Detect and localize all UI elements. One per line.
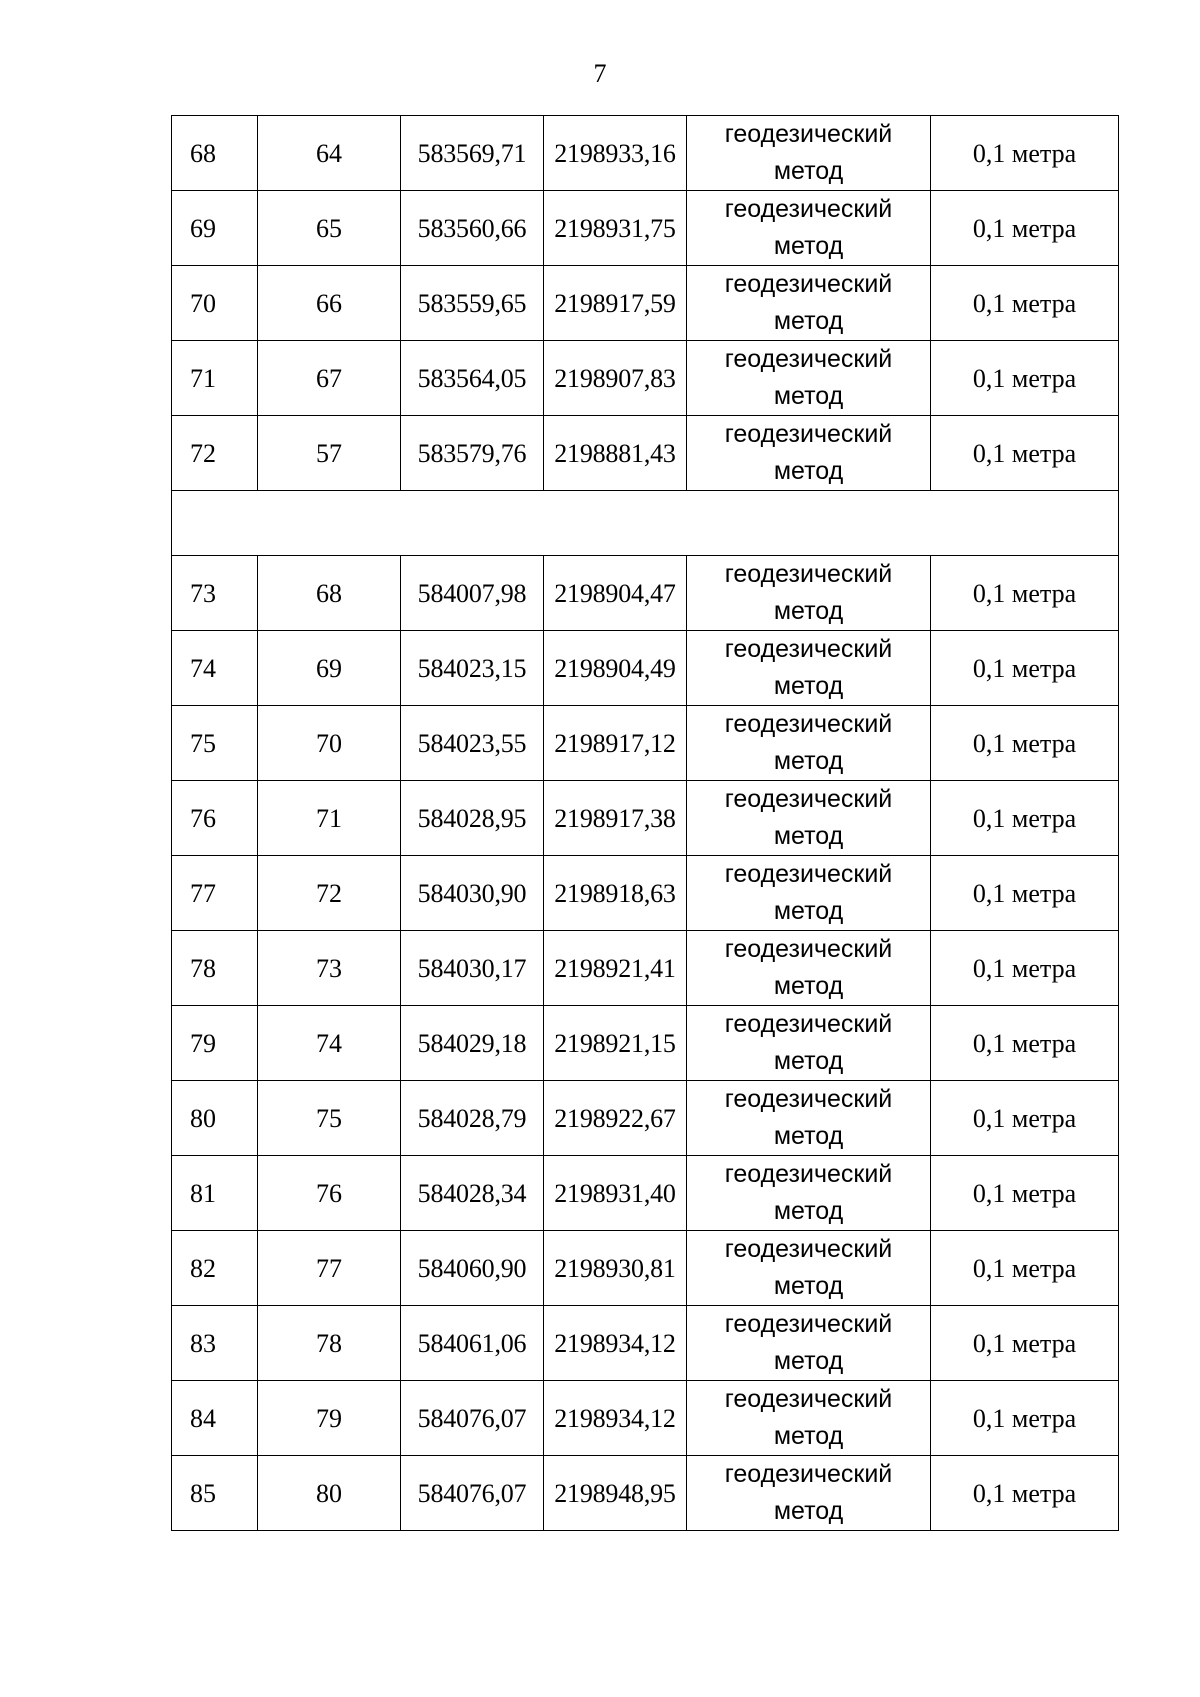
row-number-cell: 81 [172,1156,258,1231]
row-number-cell: 74 [172,631,258,706]
method-cell [687,781,931,856]
row-number-cell: 73 [172,556,258,631]
y-coordinate-cell: 2198922,67 [544,1081,687,1156]
method-line-2: метод [773,1272,844,1300]
method-cell [687,1081,931,1156]
method-cell [687,266,931,341]
table-row [172,1306,1119,1381]
method-cell [687,1306,931,1381]
method-line-2: метод [773,972,844,1000]
x-coordinate-cell: 583579,76 [401,416,544,491]
table-row [172,931,1119,1006]
x-coordinate-cell: 583559,65 [401,266,544,341]
y-coordinate-cell: 2198921,15 [544,1006,687,1081]
method-line-2: метод [773,457,844,485]
y-coordinate-cell: 2198934,12 [544,1306,687,1381]
point-number-cell: 69 [258,631,401,706]
row-number-cell: 79 [172,1006,258,1081]
method-line-1: геодезический [724,1010,893,1038]
method-cell [687,1456,931,1531]
method-cell [687,191,931,266]
x-coordinate-cell: 584030,90 [401,856,544,931]
row-number-cell: 71 [172,341,258,416]
method-cell [687,706,931,781]
method-cell [687,1381,931,1456]
x-coordinate-cell: 583569,71 [401,116,544,191]
x-coordinate-cell: 584061,06 [401,1306,544,1381]
method-line-2: метод [773,897,844,925]
method-cell [687,341,931,416]
y-coordinate-cell: 2198930,81 [544,1231,687,1306]
method-line-2: метод [773,672,844,700]
x-coordinate-cell: 584076,07 [401,1381,544,1456]
y-coordinate-cell: 2198933,16 [544,116,687,191]
table-row [172,1381,1119,1456]
y-coordinate-cell: 2198934,12 [544,1381,687,1456]
method-line-1: геодезический [724,1085,893,1113]
method-line-2: метод [773,747,844,775]
accuracy-cell: 0,1 метра [931,631,1119,706]
table-row [172,856,1119,931]
point-number-cell: 70 [258,706,401,781]
table-row [172,631,1119,706]
row-number-cell: 80 [172,1081,258,1156]
point-number-cell: 67 [258,341,401,416]
method-line-1: геодезический [724,120,893,148]
method-line-1: геодезический [724,935,893,963]
method-line-2: метод [773,1422,844,1450]
accuracy-cell: 0,1 метра [931,1006,1119,1081]
table-row [172,191,1119,266]
row-number-cell: 76 [172,781,258,856]
method-line-1: геодезический [724,1235,893,1263]
method-line-2: метод [773,1347,844,1375]
table-row [172,556,1119,631]
point-number-cell: 73 [258,931,401,1006]
point-number-cell: 76 [258,1156,401,1231]
method-line-1: геодезический [724,195,893,223]
row-number-cell: 72 [172,416,258,491]
x-coordinate-cell: 584023,55 [401,706,544,781]
point-number-cell: 79 [258,1381,401,1456]
accuracy-cell: 0,1 метра [931,1156,1119,1231]
method-cell [687,556,931,631]
page-number: 7 [593,59,607,88]
point-number-cell: 75 [258,1081,401,1156]
y-coordinate-cell: 2198918,63 [544,856,687,931]
x-coordinate-cell: 584060,90 [401,1231,544,1306]
method-cell [687,631,931,706]
point-number-cell: 66 [258,266,401,341]
table-row [172,416,1119,491]
accuracy-cell: 0,1 метра [931,1381,1119,1456]
x-coordinate-cell: 584028,34 [401,1156,544,1231]
accuracy-cell: 0,1 метра [931,266,1119,341]
y-coordinate-cell: 2198917,59 [544,266,687,341]
x-coordinate-cell: 584076,07 [401,1456,544,1531]
point-number-cell: 72 [258,856,401,931]
accuracy-cell: 0,1 метра [931,931,1119,1006]
row-number-cell: 75 [172,706,258,781]
row-number-cell: 70 [172,266,258,341]
accuracy-cell: 0,1 метра [931,1456,1119,1531]
method-line-1: геодезический [724,1310,893,1338]
method-cell [687,1006,931,1081]
table-row [172,266,1119,341]
row-number-cell: 82 [172,1231,258,1306]
method-line-1: геодезический [724,1385,893,1413]
accuracy-cell: 0,1 метра [931,416,1119,491]
method-line-1: геодезический [724,635,893,663]
accuracy-cell: 0,1 метра [931,1231,1119,1306]
table-row [172,1156,1119,1231]
accuracy-cell: 0,1 метра [931,1081,1119,1156]
x-coordinate-cell: 583564,05 [401,341,544,416]
accuracy-cell: 0,1 метра [931,1306,1119,1381]
accuracy-cell: 0,1 метра [931,341,1119,416]
row-number-cell: 83 [172,1306,258,1381]
point-number-cell: 80 [258,1456,401,1531]
row-number-cell: 85 [172,1456,258,1531]
row-number-cell: 78 [172,931,258,1006]
method-cell [687,1231,931,1306]
table-row [172,341,1119,416]
method-line-1: геодезический [724,710,893,738]
x-coordinate-cell: 583560,66 [401,191,544,266]
method-line-2: метод [773,382,844,410]
coordinates-table [171,115,1119,1531]
method-line-2: метод [773,157,844,185]
y-coordinate-cell: 2198881,43 [544,416,687,491]
point-number-cell: 77 [258,1231,401,1306]
method-line-2: метод [773,1497,844,1525]
y-coordinate-cell: 2198931,40 [544,1156,687,1231]
empty-separator-cell [172,491,1119,556]
method-cell [687,116,931,191]
y-coordinate-cell: 2198904,49 [544,631,687,706]
accuracy-cell: 0,1 метра [931,856,1119,931]
method-line-1: геодезический [724,345,893,373]
accuracy-cell: 0,1 метра [931,556,1119,631]
accuracy-cell: 0,1 метра [931,116,1119,191]
y-coordinate-cell: 2198948,95 [544,1456,687,1531]
x-coordinate-cell: 584023,15 [401,631,544,706]
table-row [172,116,1119,191]
method-line-2: метод [773,1197,844,1225]
row-number-cell: 77 [172,856,258,931]
table-row [172,1231,1119,1306]
row-number-cell: 84 [172,1381,258,1456]
table-row [172,1006,1119,1081]
x-coordinate-cell: 584028,79 [401,1081,544,1156]
point-number-cell: 78 [258,1306,401,1381]
method-line-1: геодезический [724,1460,893,1488]
table-row [172,1081,1119,1156]
table-row [172,781,1119,856]
row-number-cell: 68 [172,116,258,191]
accuracy-cell: 0,1 метра [931,191,1119,266]
x-coordinate-cell: 584029,18 [401,1006,544,1081]
method-cell [687,1156,931,1231]
method-line-2: метод [773,822,844,850]
y-coordinate-cell: 2198907,83 [544,341,687,416]
method-line-1: геодезический [724,860,893,888]
point-number-cell: 65 [258,191,401,266]
table-row [172,1456,1119,1531]
x-coordinate-cell: 584028,95 [401,781,544,856]
y-coordinate-cell: 2198917,38 [544,781,687,856]
method-line-2: метод [773,307,844,335]
method-line-1: геодезический [724,785,893,813]
accuracy-cell: 0,1 метра [931,706,1119,781]
table-row [172,706,1119,781]
row-number-cell: 69 [172,191,258,266]
method-cell [687,416,931,491]
accuracy-cell: 0,1 метра [931,781,1119,856]
point-number-cell: 74 [258,1006,401,1081]
method-line-2: метод [773,1047,844,1075]
method-line-1: геодезический [724,1160,893,1188]
y-coordinate-cell: 2198904,47 [544,556,687,631]
point-number-cell: 68 [258,556,401,631]
y-coordinate-cell: 2198921,41 [544,931,687,1006]
method-line-1: геодезический [724,420,893,448]
x-coordinate-cell: 584007,98 [401,556,544,631]
point-number-cell: 57 [258,416,401,491]
method-line-2: метод [773,597,844,625]
point-number-cell: 71 [258,781,401,856]
method-cell [687,931,931,1006]
point-number-cell: 64 [258,116,401,191]
y-coordinate-cell: 2198917,12 [544,706,687,781]
method-line-2: метод [773,1122,844,1150]
method-line-1: геодезический [724,270,893,298]
x-coordinate-cell: 584030,17 [401,931,544,1006]
y-coordinate-cell: 2198931,75 [544,191,687,266]
method-line-1: геодезический [724,560,893,588]
method-cell [687,856,931,931]
method-line-2: метод [773,232,844,260]
table-separator-row [172,491,1119,556]
